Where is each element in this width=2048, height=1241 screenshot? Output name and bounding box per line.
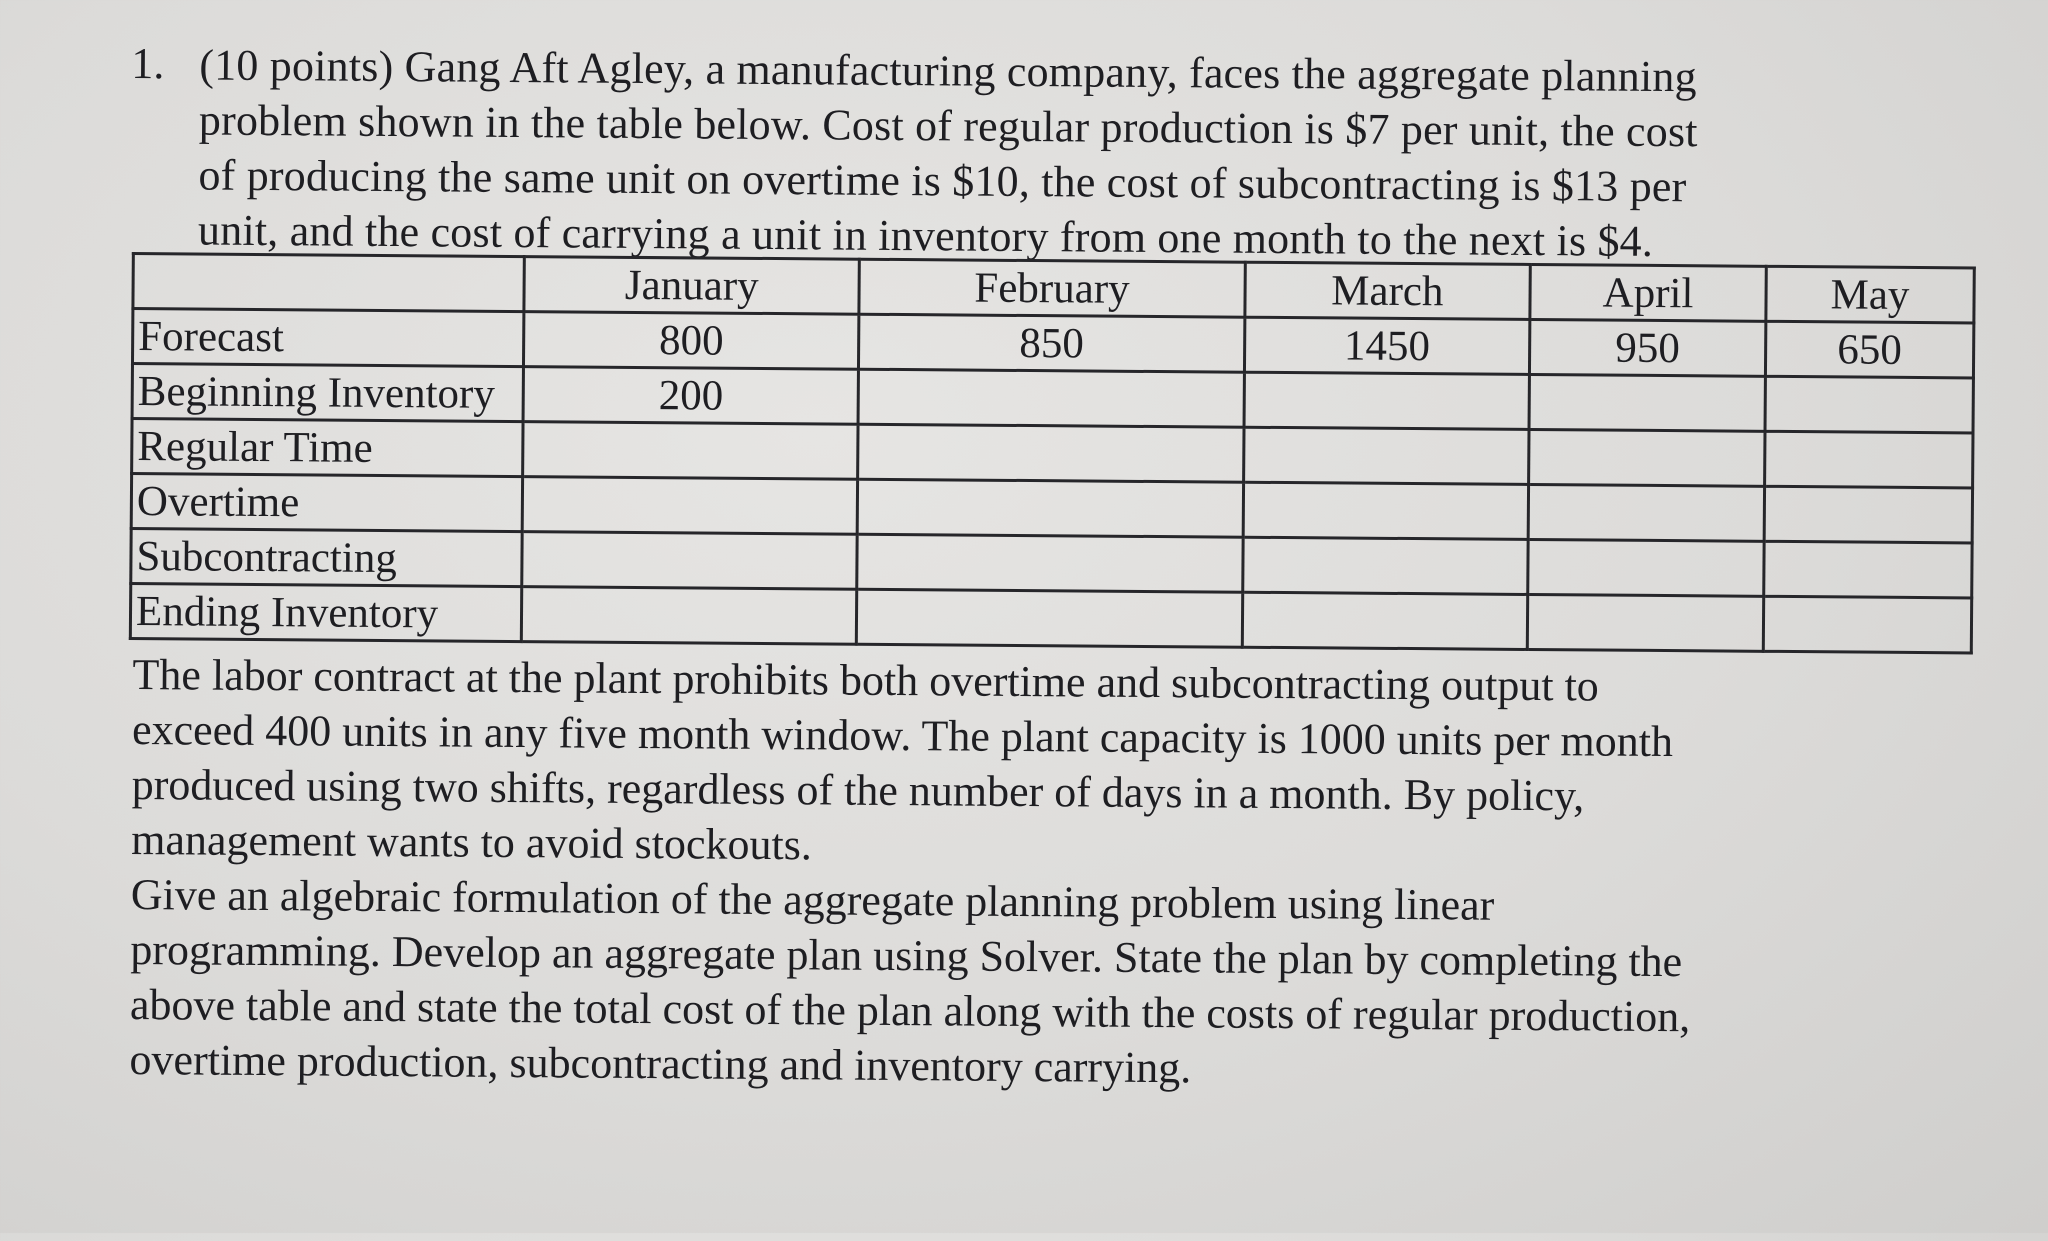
table-cell (1528, 539, 1764, 596)
table-cell (1764, 486, 1973, 543)
note-line: The labor contract at the plant prohibits both overtime and subcontracting output to (132, 650, 1599, 711)
prompt-line: problem shown in the table below. Cost of regular production is $7 per unit, the cost (198, 95, 1698, 157)
table-cell: 1450 (1244, 317, 1530, 374)
table-cell (523, 422, 859, 480)
table-cell (1529, 374, 1765, 431)
note-line: Give an algebraic formulation of the aggregate planning problem using linear (130, 869, 1495, 930)
table-cell (858, 424, 1244, 482)
aggregate-plan-table (129, 252, 1976, 654)
column-header-may: May (1766, 266, 1975, 323)
row-label: Ending Inventory (130, 583, 521, 641)
prompt-line: unit, and the cost of carrying a unit in inventory from one month to the next is $4. (197, 205, 1654, 266)
note-line: management wants to avoid stockouts. (131, 814, 813, 870)
table-cell (1529, 429, 1765, 486)
table-cell (1527, 594, 1763, 651)
table-cell (1528, 484, 1764, 541)
row-label: Subcontracting (131, 528, 522, 586)
column-header-march: March (1244, 262, 1530, 319)
note-line: exceed 400 units in any five month window. The plant capacity is 1000 units per month (131, 705, 1674, 767)
table-cell (1243, 427, 1529, 484)
note-line: produced using two shifts, regardless of the number of days in a month. By policy, (131, 760, 1585, 821)
table-cell: 950 (1529, 319, 1765, 376)
table-cell (522, 532, 858, 590)
column-header-january: January (524, 257, 860, 315)
header-corner-cell (133, 253, 524, 311)
note-line: overtime production, subcontracting and inventory carrying. (129, 1034, 1192, 1093)
table-cell (1244, 372, 1530, 429)
table-cell (857, 534, 1243, 592)
table-cell: 650 (1765, 321, 1974, 378)
prompt-line: of producing the same unit on overtime is $10, the cost of subcontracting is $13 per (198, 150, 1687, 212)
table-cell (858, 369, 1244, 427)
table-cell (858, 479, 1244, 537)
note-line: above table and state the total cost of the plan along with the costs of regular production, (129, 979, 1691, 1042)
question-number: 1. (131, 38, 165, 89)
question-prompt (198, 38, 1880, 271)
table-cell: 850 (859, 314, 1245, 372)
table-cell (522, 477, 858, 535)
column-header-april: April (1530, 264, 1766, 321)
row-label: Regular Time (132, 418, 523, 476)
table-cell (1243, 482, 1529, 539)
table-cell (1765, 376, 1974, 433)
table-cell (1763, 596, 1972, 653)
table-cell: 800 (523, 312, 859, 370)
problem-notes (129, 647, 1892, 1101)
note-line: programming. Develop an aggregate plan using Solver. State the plan by completing the (130, 924, 1683, 987)
table-cell (1764, 541, 1973, 598)
table-cell (521, 587, 857, 645)
table-cell (857, 589, 1243, 647)
table-cell (1242, 537, 1528, 594)
row-label: Overtime (131, 473, 522, 531)
table-cell (1242, 592, 1528, 649)
row-label: Forecast (132, 308, 523, 366)
task-paragraph (129, 867, 1891, 1101)
prompt-line: (10 points) Gang Aft Agley, a manufacturing company, faces the aggregate planning (199, 40, 1697, 102)
row-label: Beginning Inventory (132, 363, 523, 421)
constraints-paragraph (131, 647, 1893, 881)
table-cell (1764, 431, 1973, 488)
table-cell: 200 (523, 367, 859, 425)
column-header-february: February (859, 259, 1245, 317)
